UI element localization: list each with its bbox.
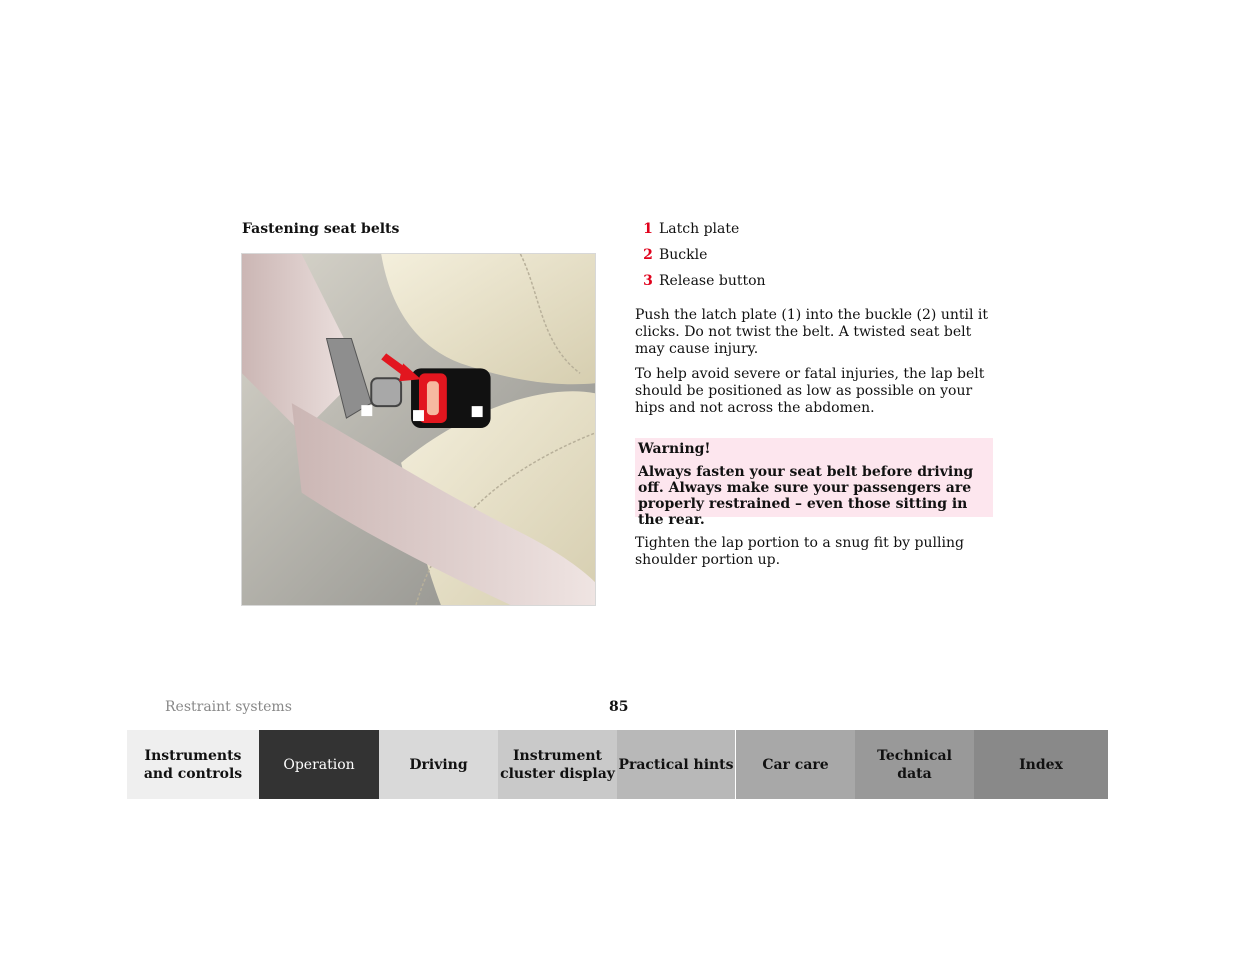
legend-label: Release button — [659, 273, 766, 289]
legend-number: 1 — [643, 221, 653, 237]
chapter-navigation — [127, 730, 1108, 799]
warning-title: Warning! — [638, 441, 711, 457]
callout-legend — [637, 221, 766, 299]
instruction-paragraph: Push the latch plate (1) into the buckle (2) until it clicks. Do not twist the belt. A twisted seat belt may cause injury. — [635, 307, 988, 357]
lap-belt-paragraph: To help avoid severe or fatal injuries, the lap belt should be positioned as low as possible on your hips and not across the abdomen. — [635, 366, 985, 416]
tab-label: Car care — [762, 756, 829, 773]
warning-box — [635, 438, 993, 528]
tab-label: Driving — [409, 756, 468, 773]
tighten-paragraph: Tighten the lap portion to a snug fit by pulling shoulder portion up. — [635, 535, 964, 568]
legend-label: Buckle — [659, 247, 708, 263]
tab-car-care[interactable] — [736, 730, 855, 799]
tab-practical-hints[interactable] — [617, 730, 736, 799]
tab-technical-data[interactable] — [855, 730, 974, 799]
tab-label: Technical data — [877, 747, 952, 782]
legend-item-latch-plate — [637, 221, 766, 247]
warning-text: Always fasten your seat belt before driving off. Always make sure your passengers are properly restrained – even those sitting in the rear. — [638, 464, 974, 528]
tab-instruments-and-controls[interactable] — [127, 730, 259, 799]
tab-label: Practical hints — [618, 756, 734, 773]
seat-belt-illustration — [241, 253, 596, 606]
legend-label: Latch plate — [659, 221, 740, 237]
legend-number: 3 — [643, 273, 653, 289]
page-title: Fastening seat belts — [242, 221, 400, 237]
legend-item-buckle — [637, 247, 766, 273]
page-number: 85 — [609, 699, 629, 715]
tab-operation[interactable] — [259, 730, 379, 799]
tab-label: Instruments and controls — [143, 747, 243, 782]
tab-label: Index — [1019, 756, 1063, 773]
tab-instrument-cluster-display[interactable] — [498, 730, 617, 799]
tab-label: Instrument cluster display — [500, 747, 615, 782]
tab-label: Operation — [283, 756, 355, 773]
legend-item-release-button — [637, 273, 766, 299]
footer-section-name: Restraint systems — [165, 699, 292, 715]
legend-number: 2 — [643, 247, 653, 263]
tab-driving[interactable] — [379, 730, 498, 799]
tab-index[interactable] — [974, 730, 1108, 799]
